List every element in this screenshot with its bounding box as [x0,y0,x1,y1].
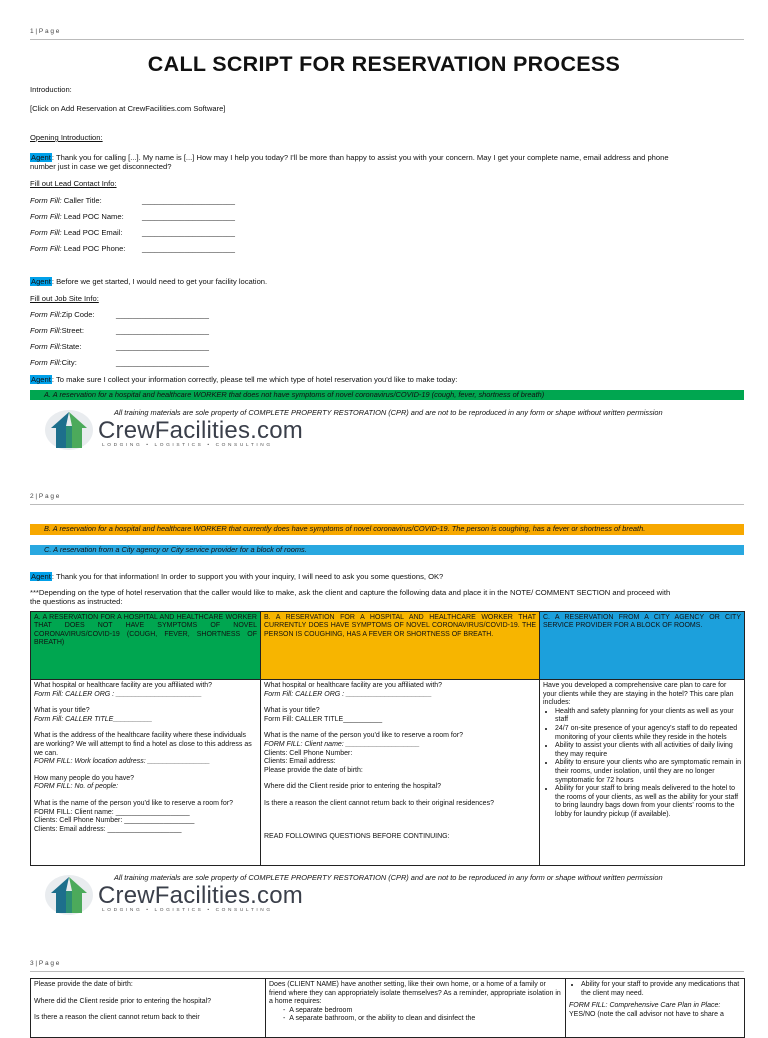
list-item: • Ability to ensure your clients who are symptomatic remain in their rooms, under isolation, until they are no longer symptomatic for 72 hours [555,759,741,785]
city-blank[interactable]: ______________________ [116,358,209,367]
page-1-header: 1 | P a g e [30,28,60,35]
type-text: : To make sure I collect your information correctly, please tell me which type of hotel reservation you'd like to make today: [51,375,458,384]
col-b-q3: What is the name of the person you'd like to reserve a room for? [264,732,463,740]
agent-tag: Agent [31,153,51,162]
house-logo-icon [44,873,94,917]
p3-col-a-2: Where did the Client reside prior to entering the hospital? [34,997,212,1005]
p3-col-c [566,979,745,1038]
opening-line-2: number just in case we get disconnected? [30,162,172,171]
col-b-f2[interactable]: Form Fill: CALLER TITLE__________ [264,715,383,723]
location-line [30,277,267,286]
page-divider [30,39,744,40]
support-text: : Thank you for that information! In order to support you with your inquiry, I will need to ask you some questions, OK? [51,572,444,581]
agent-tag: Agent [31,375,51,384]
lead-poc-name-blank[interactable]: ______________________ [142,212,235,221]
col-b-f3d: Please provide the date of birth: [264,766,363,774]
col-b-read-instruction: READ FOLLOWING QUESTIONS BEFORE CONTINUING: [264,832,450,840]
field-label: Zip Code: [61,310,95,319]
care-plan-list [543,708,741,820]
form-fill-caller-title [30,196,102,205]
list-item: • Health and safety planning for your clients as well as your staff [555,708,741,725]
crewfacilities-logo [44,871,303,917]
field-label: Caller Title: [63,196,102,205]
field-label: Street: [61,326,85,335]
col-b-f3b[interactable]: Clients: Cell Phone Number: [264,749,353,757]
logo-name: CrewFacilities.com [98,882,303,909]
type-line [30,375,457,384]
p3-col-b-dash-2: - A separate bathroom, or the ability to clean and disinfect the [283,1015,476,1023]
agent-tag: Agent [31,277,51,286]
form-fill-lead-poc-name [30,212,124,221]
col-c-body [540,680,745,866]
col-b-q1: What hospital or healthcare facility are you affiliated with? [264,682,443,689]
page-divider [30,504,744,505]
col-b-f1[interactable]: Form Fill: CALLER ORG : ______________________ [264,690,432,698]
option-a-bar[interactable]: A. A reservation for a hospital and healthcare WORKER that does not have symptoms of novel coronavirus/COVID-19 (cough, fever, shortness of breath) [30,390,744,400]
zip-blank[interactable]: ______________________ [116,310,209,319]
col-a-body [31,680,261,866]
dash-item: A separate bathroom, or the ability to clean and disinfect the [289,1015,476,1023]
page-divider [30,971,744,972]
field-label: State: [61,342,82,351]
col-a-q1: What hospital or healthcare facility are you affiliated with? [34,682,213,689]
p3-col-c-yes[interactable]: YES/NO (note the call advisor not have to share a [569,1010,724,1018]
form-fill-prefix: Form Fill: [30,244,62,253]
list-item: • Ability for your staff to provide any medications that the client may need. [581,981,741,998]
col-a-q3: What is the address of the healthcare facility where these individuals are working? We will attempt to find a hotel as close to this address as we can. [34,732,252,757]
p3-col-b-1: Does (CLIENT NAME) have another setting, like their own home, or a home of a family or friend where they can appropriately isolate themselves? As a reminder, appropriate isolation in a home requires: [269,981,561,1006]
p3-bullet-list [569,981,741,998]
page-title: CALL SCRIPT FOR RESERVATION PROCESS [147,52,621,76]
street-blank[interactable]: ______________________ [116,326,209,335]
agent-tag: Agent [31,572,51,581]
support-line [30,572,443,581]
col-c-q1: Have you developed a comprehensive care plan to care for your clients while they are staying in the hotel? This care plan includes: [543,682,734,707]
form-fill-street [30,326,84,335]
option-c-bar[interactable]: C. A reservation from a City agency or City service provider for a block of rooms. [30,545,744,555]
col-a-q4: How many people do you have? [34,774,135,782]
form-fill-prefix: Form Fill: [30,326,62,335]
col-a-header: A. A RESERVATION FOR A HOSPITAL AND HEALTHCARE WORKER THAT DOES NOT HAVE SYMPTOMS OF NOVEL CORONAVIRUS/COVID-19 (COUGH, FEVER, SHORTNESS OF BREATH) [34,614,257,647]
col-a-q5: What is the name of the person you'd like to reserve a room for? [34,799,233,807]
depending-line-1: ***Depending on the type of hotel reservation that the caller would like to make, ask the client and capture the following data and place it in the NOTE/ COMMENT SECTION and proceed with [30,588,671,597]
col-a-f3[interactable]: FORM FILL: Work location address: ________________ [34,758,210,766]
opening-label: Opening Introduction: [30,133,103,142]
col-a-f2[interactable]: Form Fill: CALLER TITLE__________ [34,715,153,723]
col-c-header-cell [540,612,745,680]
col-a-f5b[interactable]: Clients: Cell Phone Number: __________________ [34,817,195,825]
questions-table-continued [30,978,745,1038]
page-3-header: 3 | P a g e [30,960,60,967]
lead-poc-email-blank[interactable]: ______________________ [142,228,235,237]
field-label: City: [61,358,77,367]
p3-col-b [266,979,566,1038]
col-b-q4: Where did the Client reside prior to entering the hospital? [264,783,442,791]
questions-table [30,611,745,866]
logo-tagline: LODGING • LOGISTICS • CONSULTING [102,908,273,913]
col-a-f4[interactable]: FORM FILL: No. of people: [34,783,119,791]
p3-col-a-1: Please provide the date of birth: [34,981,133,988]
p3-col-a-3: Is there a reason the client cannot return back to their [34,1014,200,1022]
page-2-header: 2 | P a g e [30,493,60,500]
p3-col-b-dash-1: - A separate bedroom [283,1006,353,1014]
logo-name: CrewFacilities.com [98,417,303,444]
field-label: Lead POC Email: [63,228,123,237]
list-item: • Ability to assist your clients with all activities of daily living they may require [555,742,741,759]
job-site-label: Fill out Job Site Info: [30,294,99,303]
form-fill-lead-poc-email [30,228,122,237]
lead-poc-phone-blank[interactable]: ______________________ [142,244,235,253]
col-b-q2: What is your title? [264,707,320,715]
form-fill-prefix: Form Fill: [30,342,62,351]
house-logo-icon [44,408,94,452]
form-fill-zip [30,310,95,319]
caller-title-blank[interactable]: ______________________ [142,196,235,205]
col-b-f3c[interactable]: Clients: Email address: [264,758,336,766]
intro-click-instruction: [Click on Add Reservation at CrewFacilities.com Software] [30,104,226,113]
field-label: Lead POC Name: [63,212,124,221]
p3-col-a [31,979,266,1038]
footer-note: All training materials are sole property of COMPLETE PROPERTY RESTORATION (CPR) and are not to be reproduced in any form or shape without written permission [114,873,663,882]
form-fill-prefix: Form Fill: [30,212,62,221]
option-b-bar[interactable]: B. A reservation for a hospital and healthcare WORKER that currently does have symptoms of novel coronavirus/COVID-19. The person is coughing, has a fever or shortness of breath. [30,524,744,535]
col-a-f1[interactable]: Form Fill: CALLER ORG : ______________________ [34,690,202,698]
logo-tagline: LODGING • LOGISTICS • CONSULTING [102,443,273,448]
state-blank[interactable]: ______________________ [116,342,209,351]
col-b-body [261,680,540,866]
crewfacilities-logo [44,406,303,452]
p3-col-c-form[interactable]: FORM FILL: Comprehensive Care Plan in Place: [569,1002,721,1010]
col-a-f5c[interactable]: Clients: Email address: ___________________ [34,825,182,833]
list-item: • Ability for your staff to bring meals delivered to the hotel to the rooms of your clients, as well as the ability for your staff to bring laundry bags down from your clients' rooms to the lobby for laundry pickup (if available). [555,785,741,819]
form-fill-state [30,342,81,351]
form-fill-prefix: Form Fill: [30,196,62,205]
dash-item: A separate bedroom [289,1006,353,1014]
col-a-f5a[interactable]: FORM FILL: Client name: ___________________ [34,808,190,816]
col-c-header: C. A RESERVATION FROM A CITY AGENCY OR CITY SERVICE PROVIDER FOR A BLOCK OF ROOMS. [543,614,741,630]
list-item: • 24/7 on-site presence of your agency's staff to do repeated monitoring of your clients while they reside in the hotels [555,725,741,742]
col-a-q2: What is your title? [34,707,90,715]
location-text: : Before we get started, I would need to get your facility location. [51,277,268,286]
intro-label: Introduction: [30,85,72,94]
opening-text: : Thank you for calling [...]. My name is [...] How may I help you today? I'll be more than happy to assist you with your concern. May I get your complete name, email address and phone [51,153,669,162]
col-b-header: B. A RESERVATION FOR A HOSPITAL AND HEALTHCARE WORKER THAT CURRENTLY DOES HAVE SYMPTOMS OF NOVEL CORONAVIRUS/COVID-19. THE PERSON IS COUGHING, HAS A FEVER OR SHORTNESS OF BREATH. [264,614,536,638]
col-b-f3a[interactable]: FORM FILL: Client name: ___________________ [264,740,420,748]
col-b-q5: Is there a reason the client cannot return back to their original residences? [264,799,494,807]
depending-line-2: the questions as instructed: [30,597,123,606]
col-a-header-cell [31,612,261,680]
form-fill-city [30,358,77,367]
form-fill-lead-poc-phone [30,244,125,253]
col-b-header-cell [261,612,540,680]
form-fill-prefix: Form Fill: [30,228,62,237]
lead-contact-label: Fill out Lead Contact Info: [30,179,117,188]
form-fill-prefix: Form Fill: [30,358,62,367]
opening-line-1 [30,153,669,162]
field-label: Lead POC Phone: [63,244,126,253]
form-fill-prefix: Form Fill: [30,310,62,319]
footer-note: All training materials are sole property of COMPLETE PROPERTY RESTORATION (CPR) and are not to be reproduced in any form or shape without written permission [114,408,663,417]
